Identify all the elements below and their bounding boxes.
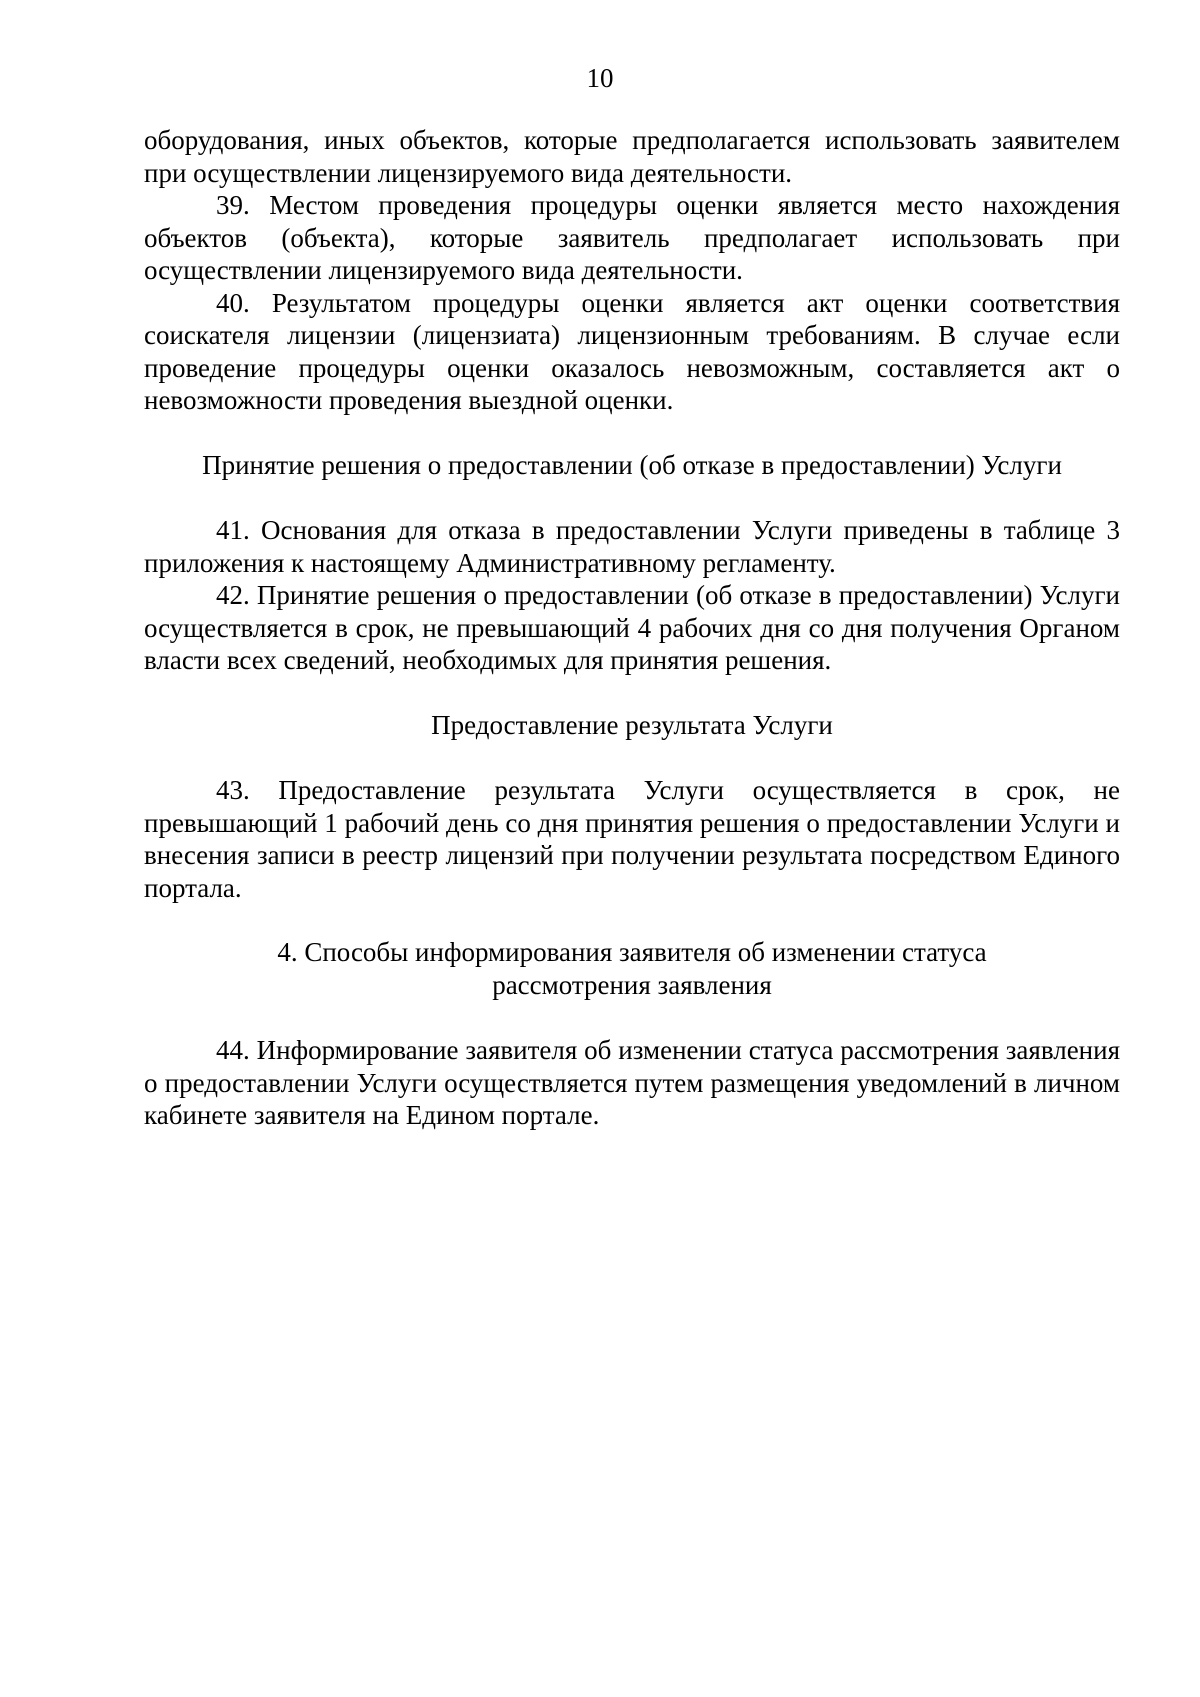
document-body (144, 124, 1120, 1132)
paragraph-41: 41. Основания для отказа в предоставлении Услуги приведены в таблице 3 приложения к настоящему Административному регламенту. (144, 515, 1120, 578)
paragraph-continuation: оборудования, иных объектов, которые предполагается использовать заявителем при осуществлении лицензируемого вида деятельности. (144, 125, 1120, 188)
spacer (144, 741, 1120, 774)
spacer (144, 1001, 1120, 1034)
spacer (144, 481, 1120, 514)
spacer (144, 417, 1120, 449)
section-heading-4-line-1: 4. Способы информирования заявителя об изменении статуса (277, 937, 987, 967)
paragraph-44: 44. Информирование заявителя об изменении статуса рассмотрения заявления о предоставлении Услуги осуществляется путем размещения уведомлений в личном кабинете заявителя на Едином портале. (144, 1035, 1120, 1130)
paragraph-39: 39. Местом проведения процедуры оценки является место нахождения объектов (объекта), которые заявитель предполагает использовать при осуществлении лицензируемого вида деятельности. (144, 190, 1120, 285)
paragraph-42: 42. Принятие решения о предоставлении (об отказе в предоставлении) Услуги осуществляется в срок, не превышающий 4 рабочих дня со дня получения Органом власти всех сведений, необходимых для принятия решения. (144, 580, 1120, 675)
subheading-decision: Принятие решения о предоставлении (об отказе в предоставлении) Услуги (202, 449, 1062, 480)
page-number: 10 (586, 63, 614, 93)
paragraph-43: 43. Предоставление результата Услуги осуществляется в срок, не превышающий 1 рабочий день со дня принятия решения о предоставлении Услуги и внесения записи в реестр лицензий при получении результата посредством Единого портала. (144, 775, 1120, 903)
spacer (144, 677, 1120, 709)
section-heading-4-line-2: рассмотрения заявления (492, 969, 772, 1000)
paragraph-40: 40. Результатом процедуры оценки является акт оценки соответствия соискателя лицензии (лицензиата) лицензионным требованиям. В случае если проведение процедуры оценки оказалось невозможным, составляется акт о невозможности проведения выездной оценки. (144, 287, 1120, 415)
subheading-result: Предоставление результата Услуги (431, 709, 833, 740)
spacer (144, 904, 1120, 936)
